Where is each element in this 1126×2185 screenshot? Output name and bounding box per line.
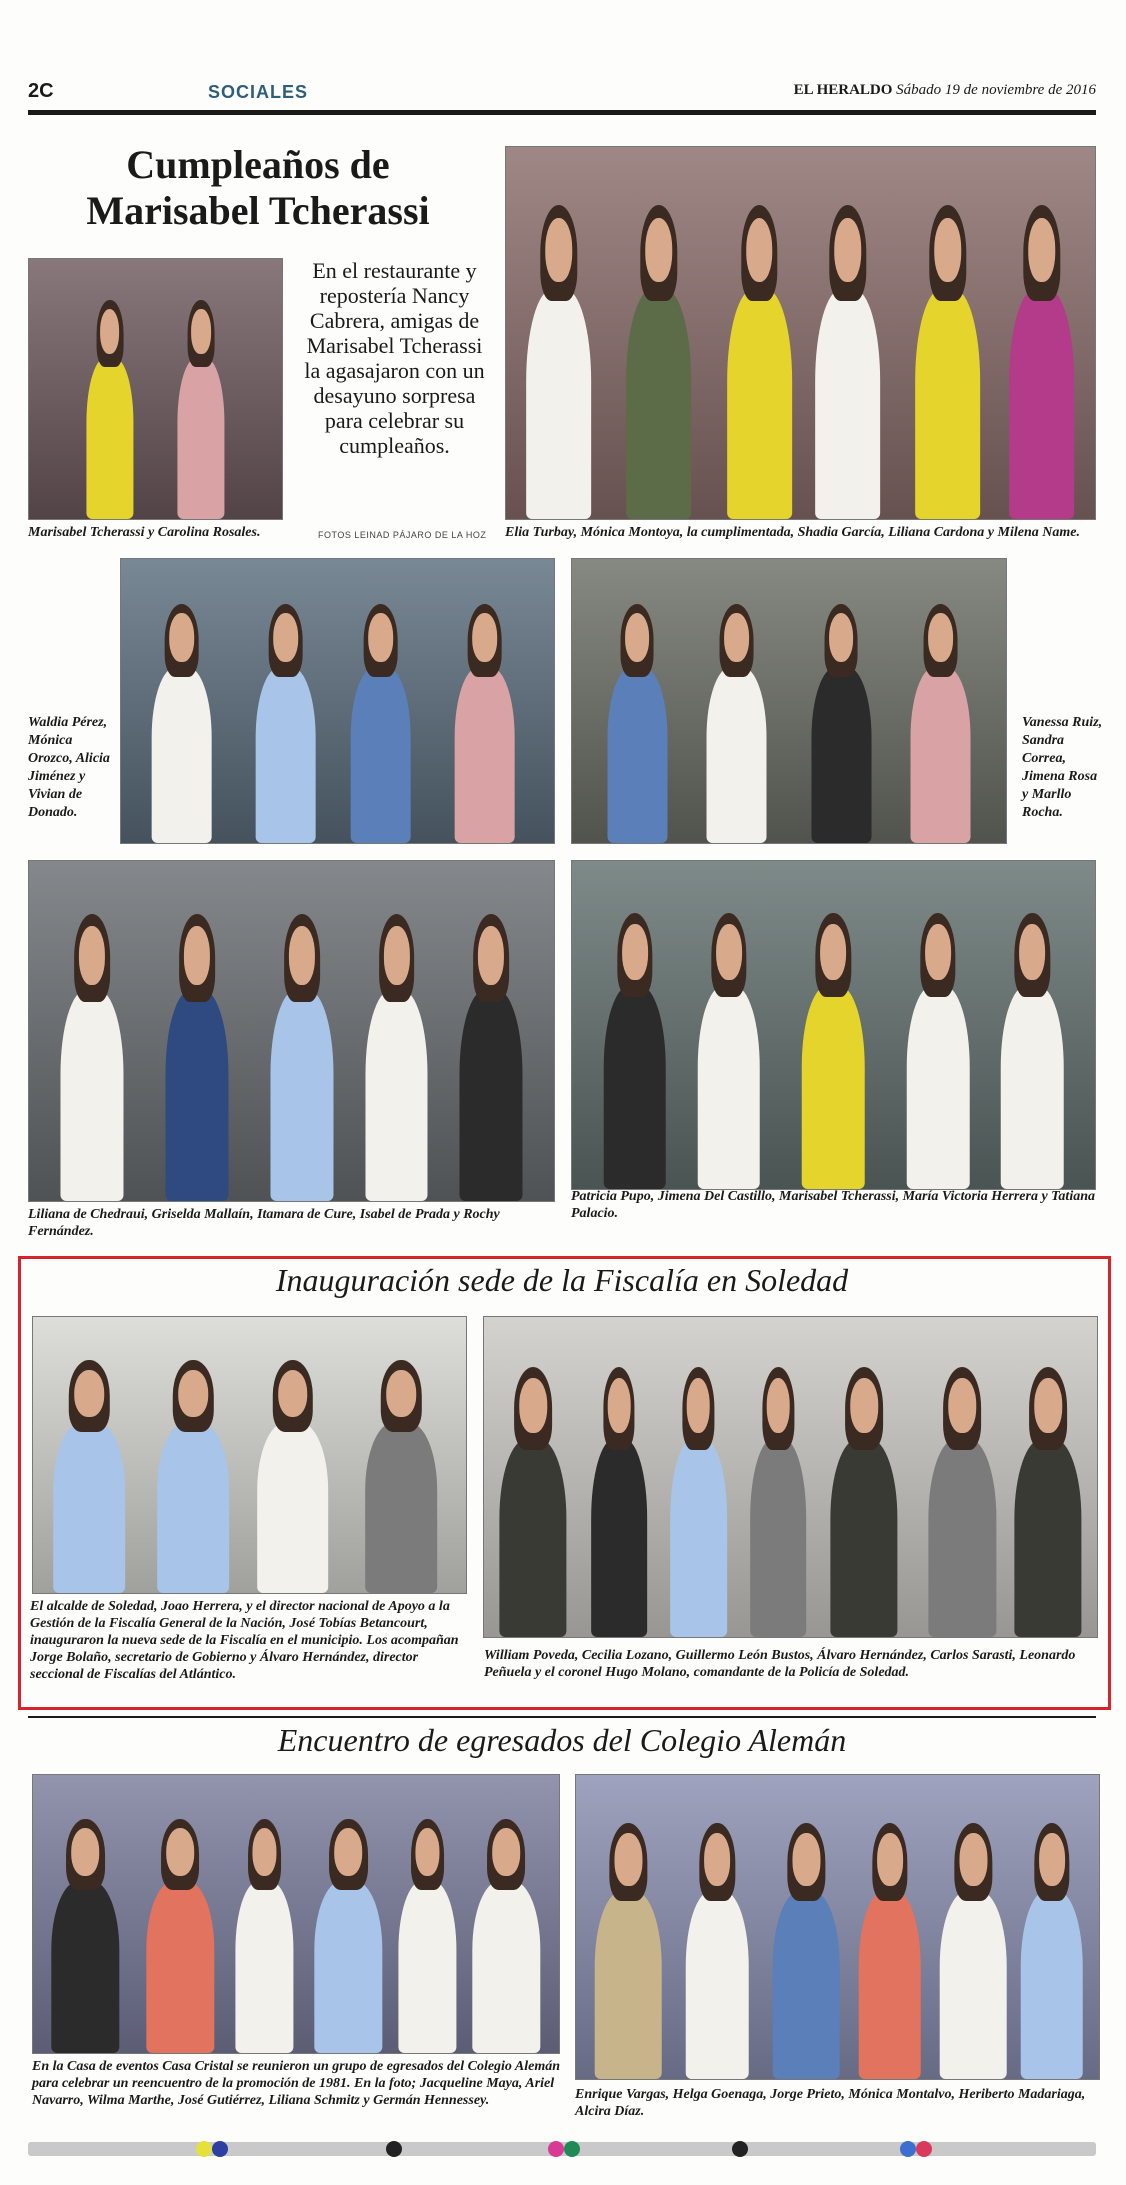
photo-birthday-duo	[28, 258, 283, 520]
person-face	[384, 926, 410, 984]
photo-group-right-row2	[571, 558, 1007, 844]
person-face	[335, 1828, 363, 1876]
person-clothing	[526, 289, 591, 519]
person-clothing	[750, 1439, 806, 1637]
caption-photo-5: Liliana de Chedraui, Griselda Mallaín, Itamara de Cure, Isabel de Prada y Rochy Fernández.	[28, 1207, 500, 1239]
person-figure	[809, 599, 874, 843]
person-figure	[362, 909, 430, 1201]
person-clothing	[473, 1881, 541, 2053]
person-clothing	[1001, 986, 1064, 1189]
person-face	[169, 613, 194, 662]
headline-line-1: Cumpleaños de	[126, 142, 390, 187]
person-clothing	[455, 667, 515, 843]
person-figure	[524, 199, 595, 519]
person-face	[273, 613, 298, 662]
photo-group-left-row3	[28, 860, 555, 1202]
person-face	[929, 613, 954, 662]
header-rule	[28, 110, 1096, 115]
print-color-bar	[28, 2142, 1096, 2156]
person-face	[492, 1828, 520, 1876]
person-face	[646, 218, 673, 282]
blue-register-dot-2	[900, 2141, 916, 2157]
person-clothing	[53, 1422, 125, 1593]
person-clothing	[166, 990, 229, 1201]
person-clothing	[698, 986, 761, 1189]
person-face	[716, 924, 742, 980]
person-face	[546, 218, 573, 282]
person-face	[821, 924, 847, 980]
person-figure	[683, 1818, 751, 2079]
person-clothing	[257, 1422, 329, 1593]
red-register-dot	[916, 2141, 932, 2157]
person-figure	[588, 1362, 649, 1637]
yellow-register-dot	[196, 2141, 212, 2157]
person-clothing	[595, 1891, 662, 2079]
person-face	[948, 1378, 976, 1433]
person-figure	[176, 295, 227, 519]
person-face	[368, 613, 393, 662]
person-figure	[912, 199, 983, 519]
person-figure	[704, 599, 769, 843]
person-clothing	[87, 358, 134, 519]
person-figure	[770, 1818, 843, 2079]
person-clothing	[670, 1439, 726, 1637]
photo-colegio-left	[32, 1774, 560, 2054]
photo-group-six	[505, 146, 1096, 520]
person-face	[472, 613, 497, 662]
caption-photo-2: Elia Turbay, Mónica Montoya, la cumplimentada, Shadia García, Liliana Cardona y Milena Name.	[505, 525, 1080, 540]
person-figure	[624, 199, 695, 519]
page-number: 2C	[28, 80, 54, 102]
person-clothing	[727, 289, 792, 519]
person-face	[767, 1378, 790, 1433]
person-figure	[396, 1814, 459, 2053]
person-figure	[268, 909, 336, 1201]
person-face	[704, 1833, 730, 1885]
person-face	[614, 1833, 642, 1885]
person-face	[1034, 1378, 1062, 1433]
black-register-dot	[386, 2141, 402, 2157]
person-clothing	[907, 986, 970, 1189]
person-clothing	[61, 990, 124, 1201]
photo-group-right-row3	[571, 860, 1096, 1190]
person-figure	[143, 1814, 217, 2053]
person-clothing	[351, 667, 411, 843]
person-clothing	[591, 1439, 647, 1637]
photo-credit: FOTOS LEINAD PÁJARO DE LA HOZ	[318, 530, 487, 540]
person-figure	[362, 1356, 440, 1593]
person-clothing	[499, 1439, 567, 1637]
person-figure	[1007, 199, 1078, 519]
person-figure	[452, 599, 517, 843]
person-figure	[85, 295, 136, 519]
person-figure	[457, 909, 525, 1201]
person-figure	[937, 1818, 1010, 2079]
caption-fiscalia-1: El alcalde de Soledad, Joao Herrera, y el director nacional de Apoyo a la Gestión de la Fiscalía General de la Nación, José Tobías Betancourt, inauguraron la nueva sede de la Fiscalía en el municipio. Los acompañan Jorge Bolaño, secretario de Gobierno y Álvaro Hernández, director seccional de Fiscalías del Atlántico.	[30, 1599, 459, 1682]
green-register-dot	[564, 2141, 580, 2157]
person-clothing	[1009, 289, 1074, 519]
person-clothing	[1014, 1439, 1082, 1637]
person-figure	[348, 599, 413, 843]
person-face	[1019, 924, 1045, 980]
person-face	[252, 1828, 276, 1876]
person-face	[934, 218, 961, 282]
person-face	[725, 613, 750, 662]
person-clothing	[398, 1881, 456, 2053]
person-face	[386, 1370, 416, 1417]
person-figure	[58, 909, 126, 1201]
person-face	[289, 926, 315, 984]
person-face	[166, 1828, 194, 1876]
person-clothing	[772, 1891, 839, 2079]
photo-colegio-right	[575, 1774, 1100, 2080]
section-divider	[28, 1716, 1096, 1718]
caption-photo-1: Marisabel Tcherassi y Carolina Rosales.	[28, 525, 261, 540]
person-face	[877, 1833, 903, 1885]
person-clothing	[460, 990, 523, 1201]
person-face	[79, 926, 105, 984]
person-clothing	[365, 990, 428, 1201]
person-face	[829, 613, 854, 662]
photo-backdrop	[29, 259, 282, 519]
person-figure	[163, 909, 231, 1201]
article-headline	[28, 142, 488, 234]
person-clothing	[940, 1891, 1007, 2079]
publication-name: EL HERALDO	[793, 82, 893, 98]
person-clothing	[315, 1881, 383, 2053]
person-clothing	[707, 667, 767, 843]
person-figure	[496, 1362, 570, 1637]
caption-photo-6: Patricia Pupo, Jimena Del Castillo, Marisabel Tcherassi, María Victoria Herrera y Tatiana Palacio.	[571, 1189, 1096, 1221]
person-figure	[1018, 1818, 1086, 2079]
person-figure	[908, 599, 973, 843]
person-clothing	[607, 667, 667, 843]
caption-colegio-2: Enrique Vargas, Helga Goenaga, Jorge Prieto, Mónica Montalvo, Heriberto Madariaga, Alcira Díaz.	[575, 2087, 1086, 2119]
person-face	[74, 1370, 104, 1417]
person-face	[1039, 1833, 1065, 1885]
person-figure	[748, 1362, 809, 1637]
caption-photo-4: Vanessa Ruiz, Sandra Correa, Jimena Rosa y Marllo Rocha.	[1022, 715, 1103, 820]
person-figure	[50, 1356, 128, 1593]
person-clothing	[365, 1422, 437, 1593]
person-clothing	[815, 289, 880, 519]
person-face	[960, 1833, 988, 1885]
person-figure	[601, 907, 669, 1189]
person-face	[100, 309, 119, 354]
person-face	[925, 924, 951, 980]
section-name: SOCIALES	[208, 82, 309, 102]
person-clothing	[802, 986, 865, 1189]
photo-group-left-row2	[120, 558, 555, 844]
person-face	[625, 613, 650, 662]
person-figure	[605, 599, 670, 843]
person-face	[607, 1378, 630, 1433]
person-face	[178, 1370, 208, 1417]
person-clothing	[235, 1881, 293, 2053]
photo-fiscalia-four	[32, 1316, 467, 1594]
person-figure	[149, 599, 214, 843]
blue-register-dot	[212, 2141, 228, 2157]
person-figure	[470, 1814, 544, 2053]
person-figure	[998, 907, 1066, 1189]
person-figure	[253, 599, 318, 843]
person-face	[746, 218, 773, 282]
person-face	[72, 1828, 100, 1876]
person-clothing	[146, 1881, 214, 2053]
person-clothing	[859, 1891, 922, 2079]
magenta-register-dot	[548, 2141, 564, 2157]
person-face	[184, 926, 210, 984]
person-clothing	[928, 1439, 996, 1637]
person-clothing	[911, 667, 971, 843]
person-figure	[49, 1814, 123, 2053]
person-figure	[856, 1818, 924, 2079]
person-face	[278, 1370, 308, 1417]
person-figure	[812, 199, 883, 519]
person-face	[622, 924, 648, 980]
person-figure	[254, 1356, 332, 1593]
person-face	[834, 218, 861, 282]
person-figure	[592, 1818, 665, 2079]
person-figure	[800, 907, 868, 1189]
person-clothing	[52, 1881, 120, 2053]
person-clothing	[152, 667, 212, 843]
article-lead: En el restaurante y repostería Nancy Cabrera, amigas de Marisabel Tcherassi la agasajaron con un desayuno sorpresa para celebrar su cumpleaños.	[304, 258, 485, 458]
person-figure	[695, 907, 763, 1189]
person-face	[792, 1833, 820, 1885]
person-clothing	[915, 289, 980, 519]
person-clothing	[627, 289, 692, 519]
photo-fiscalia-seven	[483, 1316, 1098, 1638]
person-clothing	[603, 986, 666, 1189]
person-face	[519, 1378, 547, 1433]
person-clothing	[1021, 1891, 1084, 2079]
person-figure	[154, 1356, 232, 1593]
person-clothing	[686, 1891, 749, 2079]
person-face	[416, 1828, 440, 1876]
section-title-colegio: Encuentro de egresados del Colegio Alemán	[277, 1722, 847, 1758]
headline-line-2: Marisabel Tcherassi	[86, 188, 430, 233]
issue-date: Sábado 19 de noviembre de 2016	[896, 82, 1096, 98]
person-face	[687, 1378, 710, 1433]
person-clothing	[256, 667, 316, 843]
person-figure	[925, 1362, 999, 1637]
person-clothing	[830, 1439, 898, 1637]
publication-date	[794, 82, 1096, 99]
caption-fiscalia-2: William Poveda, Cecilia Lozano, Guillermo León Bustos, Álvaro Hernández, Carlos Sarasti, Leonardo Peñuela y el coronel Hugo Molano, comandante de la Policía de Soledad.	[484, 1648, 1076, 1680]
caption-colegio-1: En la Casa de eventos Casa Cristal se reunieron un grupo de egresados del Colegio Alemán para celebrar un reencuentro de la promoción de 1981. En la foto; Jacqueline Maya, Ariel Navarro, Wilma Marthe, José Gutiérrez, Liliana Schmitz y Germán Hennessey.	[32, 2059, 561, 2108]
person-figure	[1011, 1362, 1085, 1637]
person-clothing	[157, 1422, 229, 1593]
person-figure	[724, 199, 795, 519]
person-clothing	[271, 990, 334, 1201]
person-figure	[668, 1362, 729, 1637]
person-figure	[312, 1814, 386, 2053]
person-face	[191, 309, 210, 354]
person-clothing	[178, 358, 225, 519]
person-clothing	[811, 667, 871, 843]
person-face	[1029, 218, 1056, 282]
section-title-fiscalia: Inauguración sede de la Fiscalía en Soledad	[275, 1262, 849, 1298]
person-figure	[904, 907, 972, 1189]
person-figure	[233, 1814, 296, 2053]
person-figure	[827, 1362, 901, 1637]
caption-photo-3: Waldia Pérez, Mónica Orozco, Alicia Jiménez y Vivian de Donado.	[28, 715, 110, 820]
person-face	[478, 926, 504, 984]
person-face	[850, 1378, 878, 1433]
black-register-dot-2	[732, 2141, 748, 2157]
